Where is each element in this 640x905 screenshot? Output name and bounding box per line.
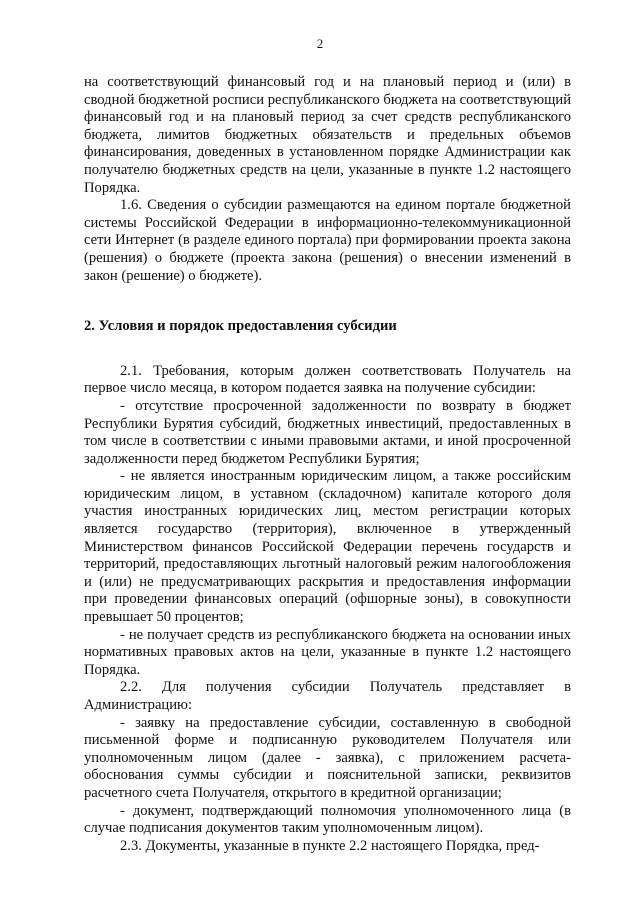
document-body	[84, 74, 571, 855]
paragraph-2-3: 2.3. Документы, указанные в пункте 2.2 настоящего Порядка, пред-	[120, 837, 540, 854]
paragraph-not-foreign: - не является иностранным юридическим лицом, а также российским юридическим лицом, в уставном (складочном) капитале которого доля участия иностранных юридических лиц, местом регистрации которых является государство (территория), включенное в утвержденный Министерством финансов Российской Федерации перечень государств и территорий, предоставляющих льготный налоговый режим налогообложения и (или) не предусматривающих раскрытия и предоставления информации при проведении финансовых операций (офшорные зоны), в совокупности превышает 50 процентов;	[84, 468, 571, 626]
paragraph-1-6: 1.6. Сведения о субсидии размещаются на едином портале бюджетной системы Российской Федерации в информационно-телекоммуникационной сети Интернет (в разделе единого портала) при формировании проекта закона (решения) о бюджете (проекта закона (решения) о внесении изменений в закон (решение) о бюджете).	[84, 197, 571, 284]
paragraph-no-other-funds: - не получает средств из республиканского бюджета на основании иных нормативных правовых актов на цели, указанные в пункте 1.2 настоящего Порядка.	[84, 626, 571, 678]
paragraph-authority-document: - документ, подтверждающий полномочия уполномоченного лица (в случае подписания документов таким уполномоченным лицом).	[84, 802, 571, 837]
paragraph-no-debt: - отсутствие просроченной задолженности по возврату в бюджет Республики Бурятия субсидий, бюджетных инвестиций, предоставленных в том числе в соответствии с иными правовыми актами, и иной просроченной задолженности перед бюджетом Республики Бурятия;	[84, 397, 571, 467]
paragraph-application: - заявку на предоставление субсидии, составленную в свободной письменной форме и подписанную руководителем Получателя или уполномоченным лицом (далее - заявка), с приложением расчета-обоснования суммы субсидии и пояснительной записки, реквизитов расчетного счета Получателя, открытого в кредитной организации;	[84, 714, 571, 801]
paragraph-2-1: 2.1. Требования, которым должен соответствовать Получатель на первое число месяца, в котором подается заявка на получение субсидии:	[84, 362, 571, 397]
paragraph-budget-list: на соответствующий финансовый год и на плановый период и (или) в сводной бюджетной росписи республиканского бюджета на соответствующий финансовый год и на плановый период за счет средств республиканского бюджета, лимитов бюджетных обязательств и предельных объемов финансирования, доведенных в установленном порядке Администрации как получателю бюджетных средств на цели, указанные в пункте 1.2 настоящего Порядка.	[84, 74, 571, 196]
page-number: 2	[316, 36, 324, 51]
section-heading-2: 2. Условия и порядок предоставления субсидии	[84, 318, 397, 335]
paragraph-2-2: 2.2. Для получения субсидии Получатель представляет в Администрацию:	[84, 679, 571, 713]
